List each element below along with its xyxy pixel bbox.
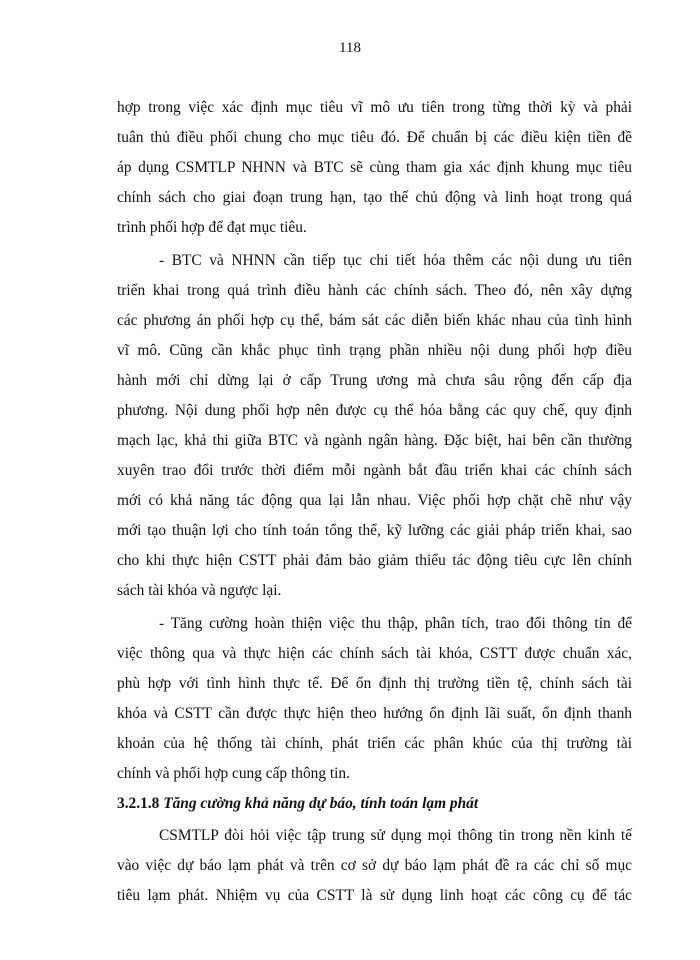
section-title: Tăng cường khả năng dự báo, tính toán lạm phát [163,795,479,812]
page-number: 118 [339,40,361,56]
paragraph-3-line: khoản của hệ thống tài chính, phát triển các phân khúc của thị trường tài [117,735,632,752]
paragraph-2-line: cho khi thực hiện CSTT phải đảm bảo giảm thiểu tác động tiêu cực lên chính [117,552,632,569]
paragraph-1-line: tuân thủ điều phối chung cho mục tiêu đó. Để chuẩn bị các điều kiện tiền đề [117,129,632,146]
paragraph-2-line: mới có khả năng tác động qua lại lẫn nhau. Việc phối hợp chặt chẽ như vậy [117,492,632,509]
paragraph-3-line: việc thông qua và thực hiện các chính sách tài khóa, CSTT được chuẩn xác, [117,645,632,662]
paragraph-2-line: - BTC và NHNN cần tiếp tục chi tiết hóa thêm các nội dung ưu tiên [159,252,632,269]
paragraph-2-line: mới tạo thuận lợi cho tính toán tổng thể, kỹ lưỡng các giải pháp triển khai, sao [117,522,632,539]
paragraph-3-line: khóa và CSTT cần được thực hiện theo hướng ổn định lãi suất, ổn định thanh [117,705,632,722]
paragraph-2-line: vĩ mô. Cũng cần khắc phục tình trạng phần nhiều nội dung phối hợp điều [117,342,632,359]
paragraph-2-line: các phương án phối hợp cụ thể, bám sát các diễn biến khác nhau của tình hình [117,312,632,329]
section-heading [117,795,478,813]
paragraph-1-line: hợp trong việc xác định mục tiêu vĩ mô ưu tiên trong từng thời kỳ và phải [117,99,632,116]
paragraph-1-line: chính sách cho giai đoạn trung hạn, tạo thế chủ động và linh hoạt trong quá [117,189,632,206]
paragraph-1-line: trình phối hợp để đạt mục tiêu. [117,219,307,236]
paragraph-3-line: - Tăng cường hoàn thiện việc thu thập, phân tích, trao đổi thông tin để [159,615,632,632]
paragraph-2-line: sách tài khóa và ngược lại. [117,582,282,599]
paragraph-2-line: phương. Nội dung phối hợp nên được cụ thể hóa bằng các quy chế, quy định [117,402,632,419]
paragraph-2-line: mạch lạc, khả thi giữa BTC và ngành ngân hàng. Đặc biệt, hai bên cần thường [117,432,632,449]
paragraph-2-line: triển khai trong quá trình điều hành các chính sách. Theo đó, nên xây dựng [117,282,632,299]
paragraph-4-line: tiêu lạm phát. Nhiệm vụ của CSTT là sử dụng linh hoạt các công cụ để tác [117,887,632,904]
paragraph-4-line: vào việc dự báo lạm phát và trên cơ sở dự báo lạm phát đề ra các chỉ số mục [117,857,632,874]
paragraph-3-line: chính và phối hợp cung cấp thông tin. [117,765,350,782]
section-number: 3.2.1.8 [117,795,160,812]
paragraph-3-line: phù hợp với tình hình thực tế. Để ổn định thị trường tiền tệ, chính sách tài [117,675,632,692]
paragraph-4-line: CSMTLP đòi hỏi việc tập trung sử dụng mọi thông tin trong nền kinh tế [159,827,632,844]
paragraph-1-line: áp dụng CSMTLP NHNN và BTC sẽ cùng tham gia xác định khung mục tiêu [117,159,632,176]
paragraph-2-line: hành mới chỉ dừng lại ở cấp Trung ương mà chưa sâu rộng đến cấp địa [117,372,632,389]
paragraph-2-line: xuyên trao đổi trước thời điểm mỗi ngành bắt đầu triển khai các chính sách [117,462,632,479]
